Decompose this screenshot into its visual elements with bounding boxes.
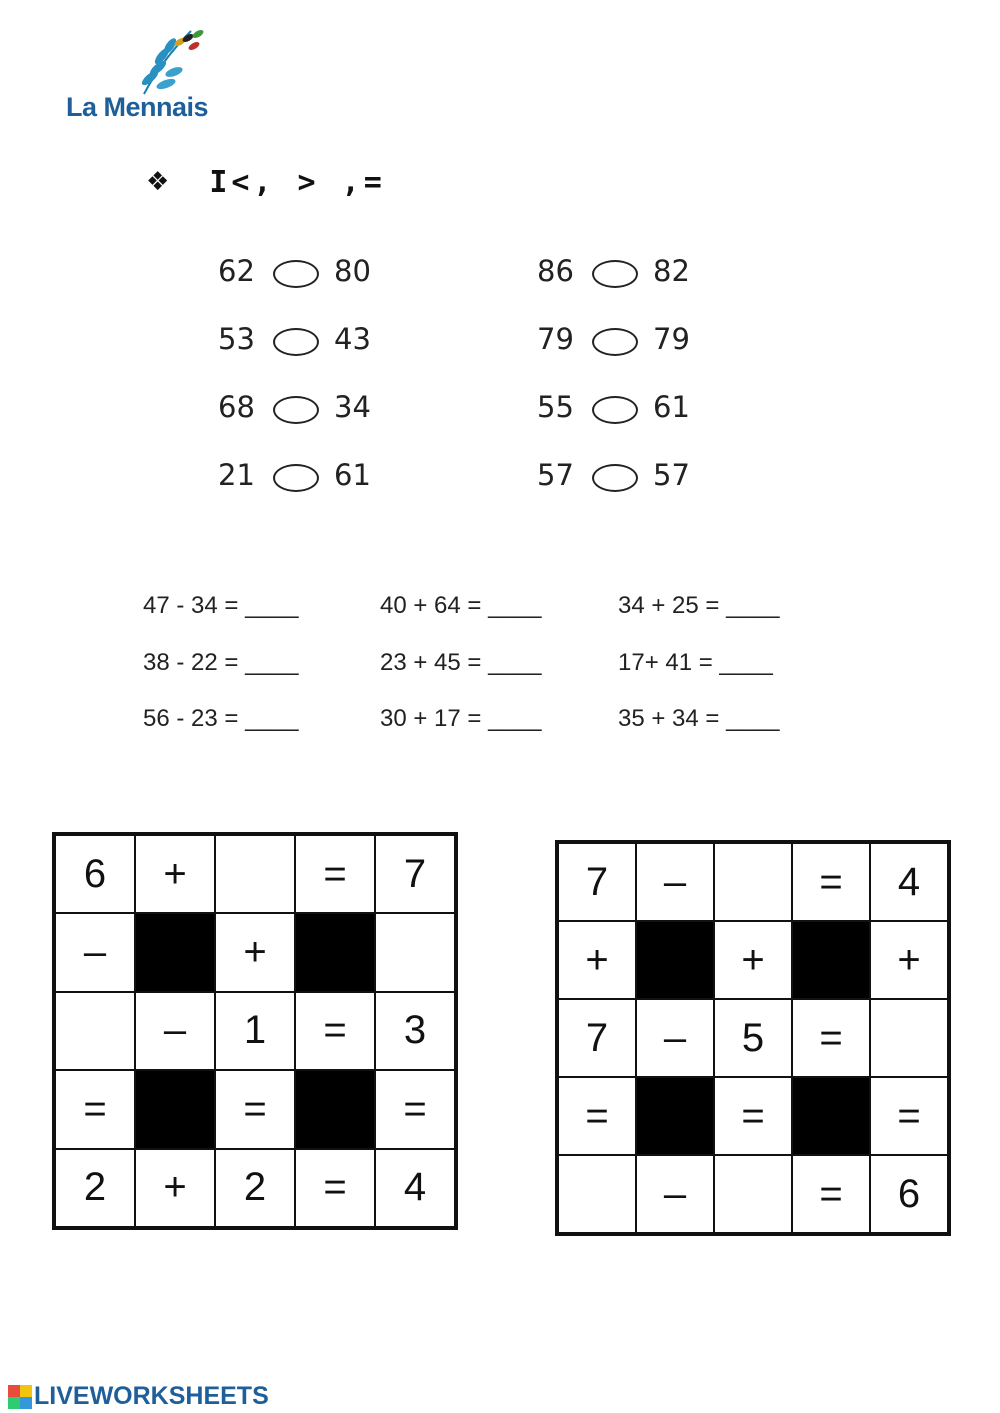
grid-cell: 7 [558, 999, 636, 1077]
grid-cell: 2 [215, 1149, 295, 1227]
calc-exercise[interactable]: 38 - 22 = ____ [143, 649, 299, 676]
right-number: 61 [653, 390, 690, 424]
answer-cell[interactable] [55, 992, 135, 1070]
black-cell [135, 913, 215, 991]
comparison-row [218, 250, 418, 318]
liveworksheets-logo-icon [8, 1385, 32, 1409]
school-logo [66, 26, 226, 136]
grid-cell: = [558, 1077, 636, 1155]
math-crossword-grid-right [555, 840, 951, 1236]
logo-text: La Mennais [66, 92, 209, 122]
grid-cell: 7 [558, 843, 636, 921]
four-diamond-bullet-icon: ❖ [146, 167, 170, 197]
right-number: 61 [334, 458, 371, 492]
left-number: 68 [218, 390, 255, 424]
grid-cell: – [636, 999, 714, 1077]
black-cell [295, 1070, 375, 1148]
compare-answer-oval[interactable] [592, 464, 638, 492]
grid-cell: = [870, 1077, 948, 1155]
black-cell [792, 1077, 870, 1155]
left-number: 79 [537, 322, 574, 356]
calc-exercise[interactable]: 35 + 34 = ____ [618, 705, 780, 732]
grid-cell: 6 [870, 1155, 948, 1233]
grid-cell: 2 [55, 1149, 135, 1227]
black-cell [295, 913, 375, 991]
grid-cell: – [636, 1155, 714, 1233]
left-number: 62 [218, 254, 255, 288]
right-number: 43 [334, 322, 371, 356]
answer-cell[interactable] [375, 913, 455, 991]
grid-cell: = [295, 835, 375, 913]
grid-cell: + [215, 913, 295, 991]
right-number: 34 [334, 390, 371, 424]
math-crossword-grid-left [52, 832, 458, 1230]
comparison-row [218, 454, 418, 522]
grid-cell: = [375, 1070, 455, 1148]
black-cell [636, 921, 714, 999]
grid-cell: 7 [375, 835, 455, 913]
answer-cell[interactable] [558, 1155, 636, 1233]
compare-answer-oval[interactable] [592, 396, 638, 424]
comparison-row [218, 318, 418, 386]
grid-cell: = [295, 1149, 375, 1227]
comparison-row [537, 454, 737, 522]
footer-brand [8, 1382, 269, 1411]
compare-answer-oval[interactable] [273, 396, 319, 424]
grid-cell: = [792, 999, 870, 1077]
calc-exercise[interactable]: 56 - 23 = ____ [143, 705, 299, 732]
grid-cell: – [135, 992, 215, 1070]
grid-cell: + [870, 921, 948, 999]
calc-exercise[interactable]: 30 + 17 = ____ [380, 705, 542, 732]
calc-exercise[interactable]: 47 - 34 = ____ [143, 592, 299, 619]
grid-cell: = [792, 1155, 870, 1233]
grid-cell: + [135, 835, 215, 913]
comparison-row [537, 318, 737, 386]
left-number: 55 [537, 390, 574, 424]
compare-answer-oval[interactable] [592, 260, 638, 288]
grid-cell: 5 [714, 999, 792, 1077]
compare-answer-oval[interactable] [273, 464, 319, 492]
grid-cell: 6 [55, 835, 135, 913]
left-number: 86 [537, 254, 574, 288]
black-cell [792, 921, 870, 999]
grid-cell: 4 [375, 1149, 455, 1227]
footer-text: LIVEWORKSHEETS [34, 1382, 269, 1410]
comparison-column-right [537, 250, 737, 522]
grid-cell: = [714, 1077, 792, 1155]
leaf-branch-icon [66, 26, 226, 96]
instruction-line [146, 162, 386, 202]
calc-exercise[interactable]: 17+ 41 = ____ [618, 649, 773, 676]
answer-cell[interactable] [215, 835, 295, 913]
left-number: 53 [218, 322, 255, 356]
left-number: 21 [218, 458, 255, 492]
grid-cell: 4 [870, 843, 948, 921]
instruction-text: I<, > ,= [209, 164, 386, 200]
grid-cell: = [55, 1070, 135, 1148]
compare-answer-oval[interactable] [273, 260, 319, 288]
grid-cell: 3 [375, 992, 455, 1070]
calc-exercise[interactable]: 40 + 64 = ____ [380, 592, 542, 619]
calc-exercise[interactable]: 23 + 45 = ____ [380, 649, 542, 676]
comparison-column-left [218, 250, 418, 522]
grid-cell: = [295, 992, 375, 1070]
grid-cell: – [55, 913, 135, 991]
answer-cell[interactable] [870, 999, 948, 1077]
right-number: 79 [653, 322, 690, 356]
grid-cell: + [714, 921, 792, 999]
grid-cell: + [558, 921, 636, 999]
grid-cell: + [135, 1149, 215, 1227]
grid-cell: = [215, 1070, 295, 1148]
comparison-row [537, 386, 737, 454]
compare-answer-oval[interactable] [273, 328, 319, 356]
right-number: 82 [653, 254, 690, 288]
grid-cell: – [636, 843, 714, 921]
black-cell [135, 1070, 215, 1148]
right-number: 57 [653, 458, 690, 492]
calc-exercise[interactable]: 34 + 25 = ____ [618, 592, 780, 619]
grid-cell: = [792, 843, 870, 921]
answer-cell[interactable] [714, 1155, 792, 1233]
comparison-row [218, 386, 418, 454]
black-cell [636, 1077, 714, 1155]
comparison-row [537, 250, 737, 318]
right-number: 80 [334, 254, 371, 288]
answer-cell[interactable] [714, 843, 792, 921]
grid-cell: 1 [215, 992, 295, 1070]
compare-answer-oval[interactable] [592, 328, 638, 356]
left-number: 57 [537, 458, 574, 492]
